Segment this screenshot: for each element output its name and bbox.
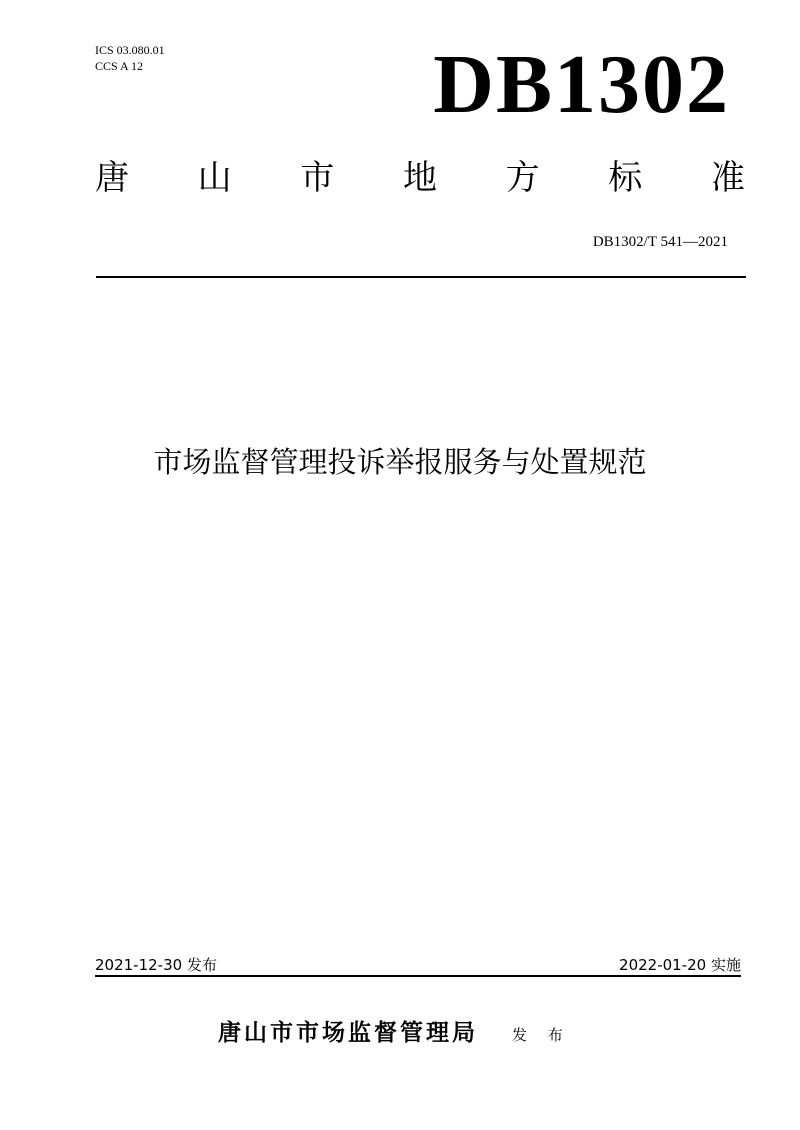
footer-divider: [95, 975, 741, 977]
implement-date: 2022-01-20 实施: [619, 956, 741, 974]
header-divider: [96, 276, 746, 278]
standard-type-char: 山: [197, 158, 232, 198]
classification-codes: [95, 42, 165, 74]
standard-type-char: 方: [505, 158, 540, 198]
document-title: 市场监督管理投诉举报服务与处置规范: [153, 445, 647, 479]
publish-suffix: 发 布: [512, 1026, 571, 1044]
release-date: 2021-12-30 发布: [95, 956, 217, 974]
standard-type-char: 地: [402, 158, 437, 198]
standard-type-char: 市: [300, 158, 335, 198]
standard-number: DB1302/T 541—2021: [592, 234, 728, 250]
date-row: [95, 955, 741, 975]
ccs-code: CCS A 12: [95, 59, 144, 73]
standard-type-char: 标: [608, 158, 643, 198]
publisher-name: 唐山市市场监督管理局: [218, 1020, 478, 1046]
ics-code: ICS 03.080.01: [95, 43, 165, 57]
standard-type-char: 准: [710, 158, 745, 198]
standard-code: DB1302: [433, 38, 730, 131]
publisher-row: [218, 1018, 571, 1048]
standard-type: [95, 158, 745, 198]
standard-type-char: 唐: [95, 158, 129, 198]
